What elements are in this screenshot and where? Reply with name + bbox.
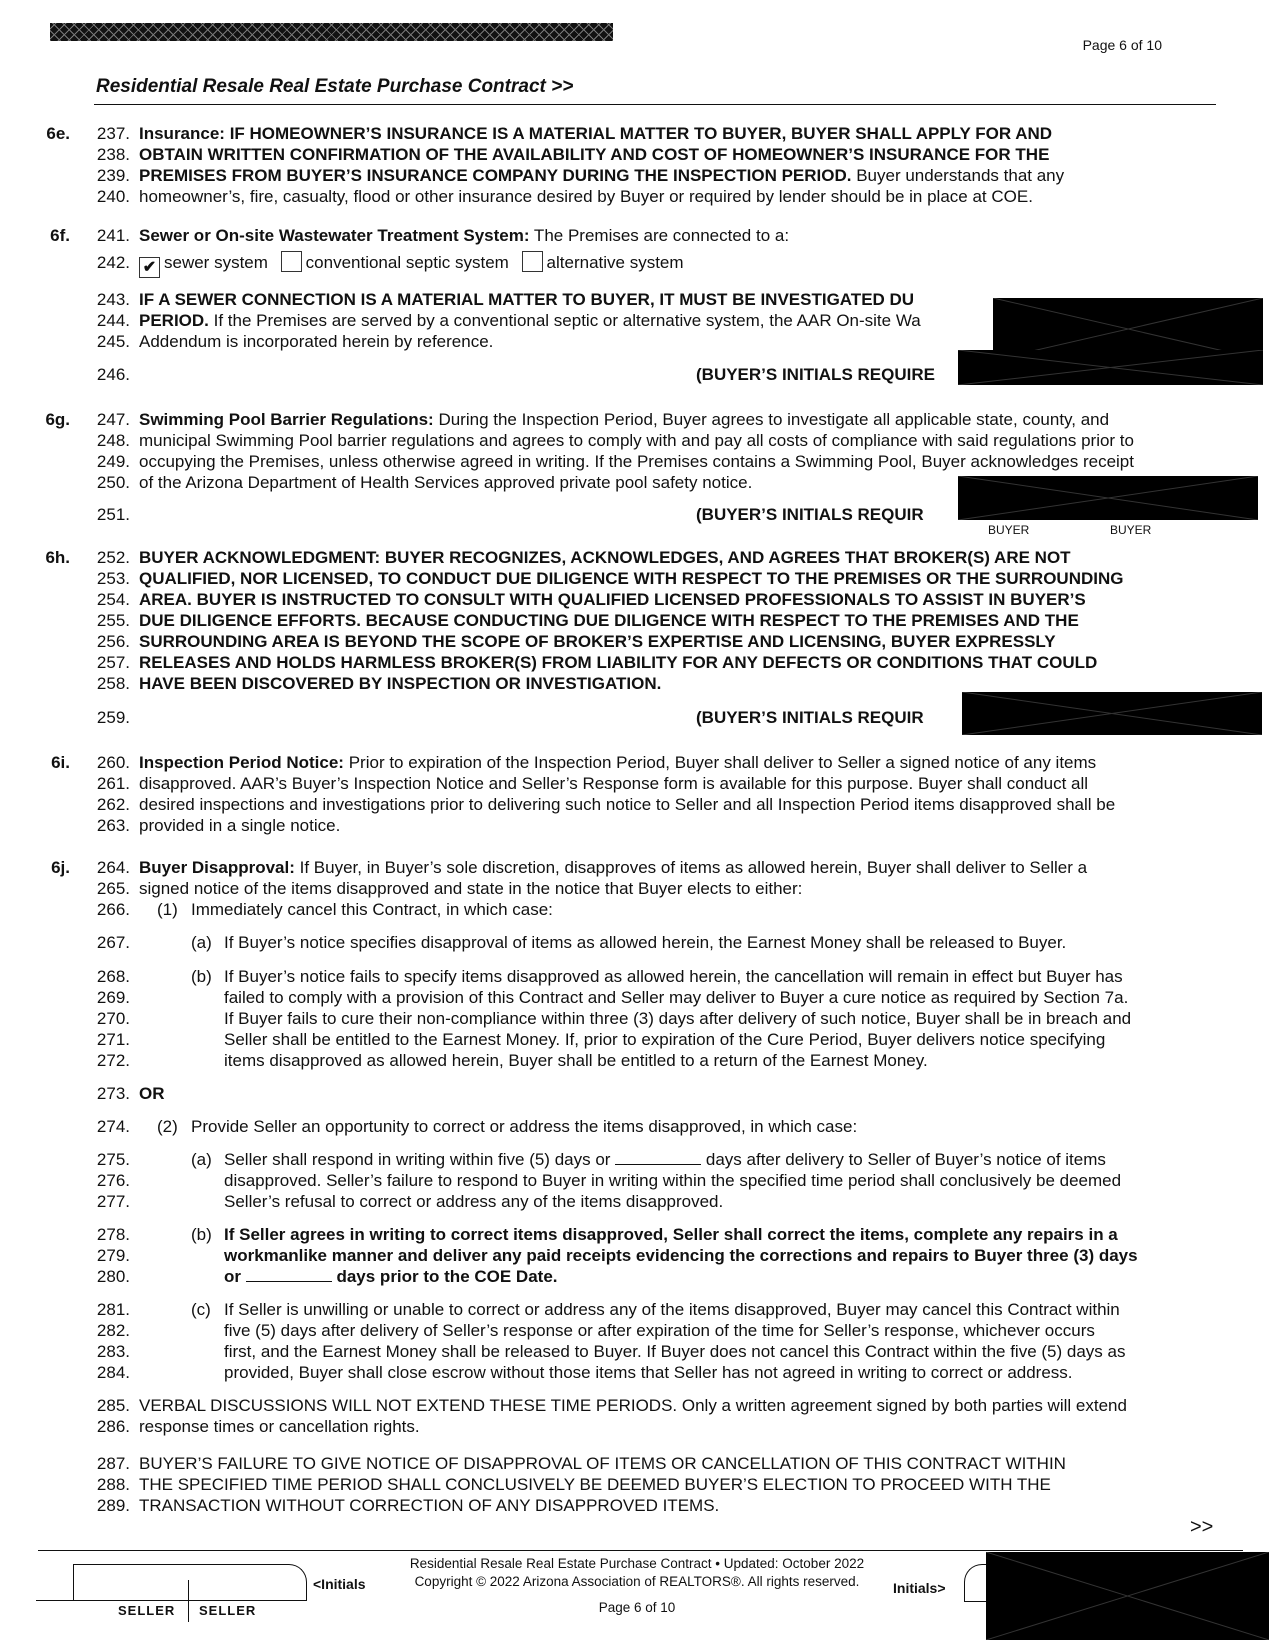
line-number: 255. xyxy=(96,611,130,630)
redacted-buyer-initials xyxy=(986,1552,1269,1640)
alternative-system-label: alternative system xyxy=(546,253,684,272)
continue-arrows: >> xyxy=(1190,1516,1214,1538)
line-243: IF A SEWER CONNECTION IS A MATERIAL MATTER TO BUYER, IT MUST BE INVESTIGATED DU xyxy=(139,290,915,309)
line-280 xyxy=(224,1267,558,1287)
line-248: municipal Swimming Pool barrier regulations and agrees to comply with and pay all costs of compliance with said regulations prior to xyxy=(139,431,1134,450)
line-number: 246. xyxy=(96,365,130,384)
line-239 xyxy=(139,166,1064,186)
line-number: 270. xyxy=(96,1009,130,1028)
line-number: 256. xyxy=(96,632,130,651)
line-number: 259. xyxy=(96,708,130,727)
line-264 xyxy=(139,858,1087,878)
line-244-bold: PERIOD. xyxy=(139,311,209,330)
buyer-label: BUYER xyxy=(1110,523,1152,537)
item-marker: (b) xyxy=(191,967,212,986)
buyer-label: BUYER xyxy=(988,523,1030,537)
line-260 xyxy=(139,753,1096,773)
seller-initials-underline xyxy=(36,1600,306,1601)
line-number: 261. xyxy=(96,774,130,793)
line-number: 239. xyxy=(96,166,130,185)
line-number: 276. xyxy=(96,1171,130,1190)
initials-right-label: Initials> xyxy=(893,1580,946,1596)
initials-left-label: <Initials xyxy=(313,1576,366,1592)
seller-response-days-field[interactable] xyxy=(615,1150,701,1165)
line-number: 258. xyxy=(96,674,130,693)
line-number: 288. xyxy=(96,1475,130,1494)
line-261: disapproved. AAR’s Buyer’s Inspection Notice and Seller’s Response form is available for this purpose. Buyer shall conduct all xyxy=(139,774,1089,793)
footer-title: Residential Resale Real Estate Purchase Contract • Updated: October 2022 xyxy=(409,1556,865,1571)
line-number: 251. xyxy=(96,505,130,524)
document-title: Residential Resale Real Estate Purchase Contract >> xyxy=(96,76,574,97)
line-253: QUALIFIED, NOR LICENSED, TO CONDUCT DUE DILIGENCE WITH RESPECT TO THE PREMISES OR THE SURROUNDING xyxy=(139,569,1124,588)
line-number: 250. xyxy=(96,473,130,492)
redacted-initials-box xyxy=(958,476,1258,520)
line-289: TRANSACTION WITHOUT CORRECTION OF ANY DISAPPROVED ITEMS. xyxy=(139,1496,720,1515)
line-number: 273. xyxy=(96,1084,130,1103)
line-274: Provide Seller an opportunity to correct or address the items disapproved, in which case: xyxy=(191,1117,858,1136)
redacted-initials-box xyxy=(962,692,1262,735)
line-264-bold: Buyer Disapproval: xyxy=(139,858,295,877)
line-275-part1: Seller shall respond in writing within five (5) days or xyxy=(224,1150,616,1169)
line-267: If Buyer’s notice specifies disapproval of items as allowed herein, the Earnest Money shall be released to Buyer. xyxy=(224,933,1067,952)
line-number: 269. xyxy=(96,988,130,1007)
title-rule xyxy=(94,104,1216,105)
line-237: Insurance: IF HOMEOWNER’S INSURANCE IS A MATERIAL MATTER TO BUYER, BUYER SHALL APPLY FOR AND xyxy=(139,124,1053,143)
buyer-initials-required-6h: (BUYER’S INITIALS REQUIR xyxy=(696,708,924,727)
sewer-system-checkbox[interactable]: ✔ xyxy=(139,257,160,278)
seller-initials-box[interactable] xyxy=(73,1564,307,1601)
line-260-bold: Inspection Period Notice: xyxy=(139,753,344,772)
line-287: BUYER’S FAILURE TO GIVE NOTICE OF DISAPPROVAL OF ITEMS OR CANCELLATION OF THIS CONTRACT WITHIN xyxy=(139,1454,1066,1473)
line-number: 257. xyxy=(96,653,130,672)
line-number: 271. xyxy=(96,1030,130,1049)
line-273-or: OR xyxy=(139,1084,165,1103)
line-252: BUYER ACKNOWLEDGMENT: BUYER RECOGNIZES, ACKNOWLEDGES, AND AGREES THAT BROKER(S) ARE NOT xyxy=(139,548,1071,567)
line-286: response times or cancellation rights. xyxy=(139,1417,420,1436)
line-255: DUE DILIGENCE EFFORTS. BECAUSE CONDUCTING DUE DILIGENCE WITH RESPECT TO THE PREMISES AND THE xyxy=(139,611,1079,630)
line-number: 242. xyxy=(96,253,130,272)
line-number: 287. xyxy=(96,1454,130,1473)
line-number: 260. xyxy=(96,753,130,772)
line-285: VERBAL DISCUSSIONS WILL NOT EXTEND THESE TIME PERIODS. Only a written agreement signed by both parties will extend xyxy=(139,1396,1127,1415)
line-257: RELEASES AND HOLDS HARMLESS BROKER(S) FROM LIABILITY FOR ANY DEFECTS OR CONDITIONS THAT COULD xyxy=(139,653,1098,672)
line-260-regular: Prior to expiration of the Inspection Period, Buyer shall deliver to Seller a signed notice of any items xyxy=(343,753,1097,772)
line-275 xyxy=(224,1150,1106,1170)
line-270: If Buyer fails to cure their non-compliance within three (3) days after delivery of such notice, Buyer shall be in breach and xyxy=(224,1009,1132,1028)
line-263: provided in a single notice. xyxy=(139,816,341,835)
seller-label: SELLER xyxy=(118,1603,176,1618)
line-number: 264. xyxy=(96,858,130,877)
line-number: 240. xyxy=(96,187,130,206)
line-245: Addendum is incorporated herein by reference. xyxy=(139,332,494,351)
line-241 xyxy=(139,226,789,246)
line-247 xyxy=(139,410,1109,430)
line-277: Seller’s refusal to correct or address any of the items disapproved. xyxy=(224,1192,724,1211)
seller-initials-divider xyxy=(188,1580,189,1622)
section-6h: 6h. xyxy=(45,548,70,567)
line-number: 282. xyxy=(96,1321,130,1340)
line-number: 266. xyxy=(96,900,130,919)
line-number: 268. xyxy=(96,967,130,986)
section-6f: 6f. xyxy=(50,226,70,245)
line-number: 278. xyxy=(96,1225,130,1244)
line-283: first, and the Earnest Money shall be released to Buyer. If Buyer does not cancel this Contract within the five (5) days as xyxy=(224,1342,1126,1361)
section-6g: 6g. xyxy=(45,410,70,429)
item-marker: (1) xyxy=(157,900,178,919)
line-number: 279. xyxy=(96,1246,130,1265)
line-number: 252. xyxy=(96,548,130,567)
line-281: If Seller is unwilling or unable to correct or address any of the items disapproved, Buyer may cancel this Contract within xyxy=(224,1300,1120,1319)
line-271: Seller shall be entitled to the Earnest Money. If, prior to expiration of the Cure Period, Buyer delivers notice specifying xyxy=(224,1030,1106,1049)
footer-copyright: Copyright © 2022 Arizona Association of REALTORS®. All rights reserved. xyxy=(414,1574,860,1589)
line-number: 262. xyxy=(96,795,130,814)
line-272: items disapproved as allowed herein, Buyer shall be entitled to a return of the Earnest Money. xyxy=(224,1051,928,1070)
footer-rule xyxy=(38,1550,1243,1551)
line-256: SURROUNDING AREA IS BEYOND THE SCOPE OF BROKER’S EXPERTISE AND LICENSING, BUYER EXPRESSLY xyxy=(139,632,1056,651)
line-number: 243. xyxy=(96,290,130,309)
item-marker: (2) xyxy=(157,1117,178,1136)
line-239-bold: PREMISES FROM BUYER’S INSURANCE COMPANY DURING THE INSPECTION PERIOD. xyxy=(139,166,852,185)
line-number: 249. xyxy=(96,452,130,471)
section-6i: 6i. xyxy=(51,753,70,772)
line-276: disapproved. Seller’s failure to respond to Buyer in writing within the specified time period shall conclusively be deemed xyxy=(224,1171,1122,1190)
line-247-bold: Swimming Pool Barrier Regulations: xyxy=(139,410,434,429)
line-number: 277. xyxy=(96,1192,130,1211)
line-number: 247. xyxy=(96,410,130,429)
line-250: of the Arizona Department of Health Services approved private pool safety notice. xyxy=(139,473,753,492)
line-282: five (5) days after delivery of Seller’s response or after expiration of the time for Seller’s response, whichever occurs xyxy=(224,1321,1095,1340)
line-number: 289. xyxy=(96,1496,130,1515)
line-239-regular: Buyer understands that any xyxy=(851,166,1065,185)
buyer-initials-required-6g: (BUYER’S INITIALS REQUIR xyxy=(696,505,924,524)
line-241-bold: Sewer or On-site Wastewater Treatment System: xyxy=(139,226,530,245)
line-number: 283. xyxy=(96,1342,130,1361)
line-266: Immediately cancel this Contract, in which case: xyxy=(191,900,553,919)
conventional-septic-checkbox[interactable] xyxy=(281,251,302,272)
line-280-part2: days prior to the COE Date. xyxy=(331,1267,558,1286)
line-number: 285. xyxy=(96,1396,130,1415)
line-number: 280. xyxy=(96,1267,130,1286)
line-268: If Buyer’s notice fails to specify items disapproved as allowed herein, the cancellation will remain in effect but Buyer has xyxy=(224,967,1123,986)
sewer-system-label: sewer system xyxy=(164,253,268,272)
line-242-options xyxy=(139,251,684,278)
line-244 xyxy=(139,311,921,331)
line-number: 263. xyxy=(96,816,130,835)
line-number: 241. xyxy=(96,226,130,245)
line-number: 238. xyxy=(96,145,130,164)
alternative-system-checkbox[interactable] xyxy=(522,251,543,272)
page-number: Page 6 of 10 xyxy=(1082,37,1162,53)
line-number: 267. xyxy=(96,933,130,952)
line-284: provided, Buyer shall close escrow without those items that Seller has not agreed in writing to correct or address. xyxy=(224,1363,1073,1382)
line-247-regular: During the Inspection Period, Buyer agrees to investigate all applicable state, county, and xyxy=(433,410,1110,429)
line-number: 265. xyxy=(96,879,130,898)
line-249: occupying the Premises, unless otherwise agreed in writing. If the Premises contains a Swimming Pool, Buyer acknowledges receipt xyxy=(139,452,1134,471)
item-marker: (a) xyxy=(191,933,212,952)
footer-page-number: Page 6 of 10 xyxy=(598,1600,676,1615)
redacted-initials-box xyxy=(958,350,1263,385)
seller-label: SELLER xyxy=(199,1603,257,1618)
line-number: 274. xyxy=(96,1117,130,1136)
line-262: desired inspections and investigations prior to delivering such notice to Seller and all Inspection Period items disapproved shall be xyxy=(139,795,1116,814)
line-number: 244. xyxy=(96,311,130,330)
line-number: 275. xyxy=(96,1150,130,1169)
line-240: homeowner’s, fire, casualty, flood or other insurance desired by Buyer or required by lender should be in place at COE. xyxy=(139,187,1033,206)
line-238: OBTAIN WRITTEN CONFIRMATION OF THE AVAILABILITY AND COST OF HOMEOWNER’S INSURANCE FOR THE xyxy=(139,145,1050,164)
line-278: If Seller agrees in writing to correct items disapproved, Seller shall correct the items, complete any repairs in a xyxy=(224,1225,1118,1244)
line-number: 253. xyxy=(96,569,130,588)
line-258: HAVE BEEN DISCOVERED BY INSPECTION OR INVESTIGATION. xyxy=(139,674,662,693)
line-280-part1: or xyxy=(224,1267,246,1286)
line-number: 254. xyxy=(96,590,130,609)
line-265: signed notice of the items disapproved and state in the notice that Buyer elects to either: xyxy=(139,879,803,898)
line-number: 281. xyxy=(96,1300,130,1319)
conventional-septic-label: conventional septic system xyxy=(305,253,509,272)
line-269: failed to comply with a provision of this Contract and Seller may deliver to Buyer a cure notice as required by Section 7a. xyxy=(224,988,1129,1007)
buyer-initials-required-6f: (BUYER’S INITIALS REQUIRE xyxy=(696,365,935,384)
days-prior-to-coe-field[interactable] xyxy=(246,1267,332,1282)
line-264-regular: If Buyer, in Buyer’s sole discretion, disapproves of items as allowed herein, Buyer shall deliver to Seller a xyxy=(294,858,1088,877)
item-marker: (a) xyxy=(191,1150,212,1169)
item-marker: (c) xyxy=(191,1300,211,1319)
line-number: 245. xyxy=(96,332,130,351)
line-244-regular: If the Premises are served by a conventional septic or alternative system, the AAR On-site Wa xyxy=(208,311,921,330)
line-279: workmanlike manner and deliver any paid receipts evidencing the corrections and repairs to Buyer three (3) days xyxy=(224,1246,1138,1265)
line-275-part2: days after delivery to Seller of Buyer’s notice of items xyxy=(701,1150,1106,1169)
item-marker: (b) xyxy=(191,1225,212,1244)
line-288: THE SPECIFIED TIME PERIOD SHALL CONCLUSIVELY BE DEEMED BUYER’S ELECTION TO PROCEED WITH THE xyxy=(139,1475,1051,1494)
line-number: 284. xyxy=(96,1363,130,1382)
line-number: 237. xyxy=(96,124,130,143)
line-number: 248. xyxy=(96,431,130,450)
line-254: AREA. BUYER IS INSTRUCTED TO CONSULT WITH QUALIFIED LICENSED PROFESSIONALS TO ASSIST IN BUYER’S xyxy=(139,590,1086,609)
section-6j: 6j. xyxy=(51,858,70,877)
line-number: 272. xyxy=(96,1051,130,1070)
redacted-header-bar xyxy=(50,23,613,41)
line-number: 286. xyxy=(96,1417,130,1436)
section-6e: 6e. xyxy=(46,124,70,143)
line-241-regular: The Premises are connected to a: xyxy=(529,226,790,245)
